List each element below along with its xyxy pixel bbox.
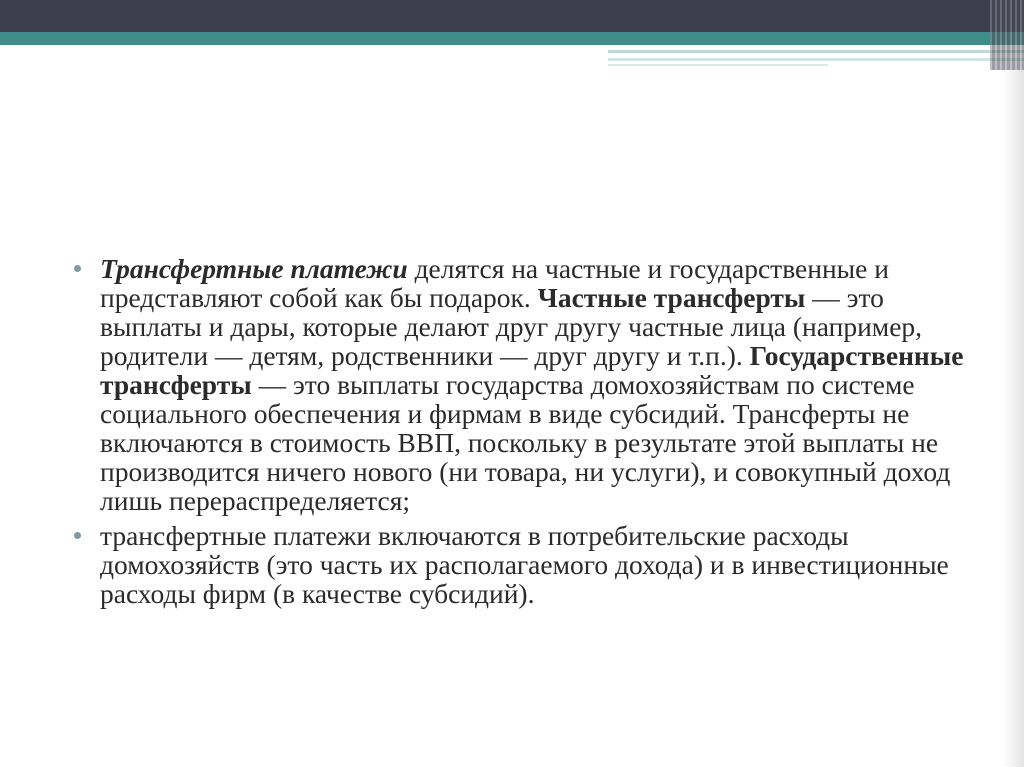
text-segment: трансфертные платежи включаются в потребительские расходы домохозяйств (это часть их располагаемого дохода) и в инвестиционные расходы фирм (в качестве субсидий). [100, 520, 949, 609]
decorative-edge-stripes [990, 0, 1024, 70]
text-segment: — это выплаты и дары, которые делают друг другу частные лица (например, родители — детям, родственники — друг другу и т.п.). [100, 282, 923, 371]
bullet-item-1 [70, 254, 970, 515]
accent-line [608, 50, 1024, 53]
term-private-transfers: Частные трансферты [537, 282, 806, 313]
accent-line [608, 64, 828, 66]
term-transfer-payments: Трансфертные платежи [100, 253, 408, 284]
accent-bar [0, 32, 1024, 45]
bullet-list [70, 254, 970, 608]
bullet-text [100, 521, 970, 608]
bullet-item-2 [70, 521, 970, 608]
bullet-dot-icon [74, 265, 81, 272]
text-segment: делятся на частные и государственные и представляют собой как бы подарок. [100, 253, 889, 313]
term-state-transfers: Государственные трансферты [100, 340, 964, 400]
header-band [0, 0, 1024, 32]
bullet-text [100, 254, 970, 515]
page-shadow-edge [1004, 70, 1024, 767]
bullet-dot-icon [74, 532, 81, 539]
text-segment: — это выплаты государства домохозяйствам по системе социального обеспечения и фирмам в виде субсидий. Трансферты не включаются в стоимость ВВП, поскольку в результате этой выплаты не производится ничего нового (ни товара, ни услуги), и совокупный доход лишь перераспределяется; [100, 369, 951, 516]
accent-line [608, 58, 1024, 61]
slide-content [70, 254, 970, 614]
